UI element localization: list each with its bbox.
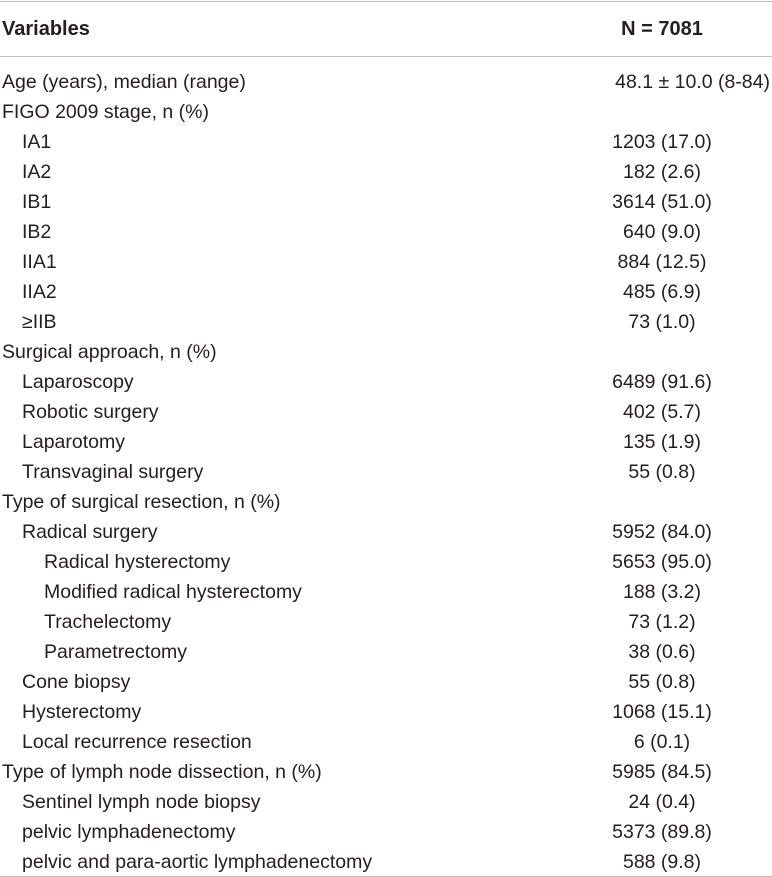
row-value: 402 (5.7) bbox=[622, 400, 702, 423]
row-label: Age (years), median (range) bbox=[2, 70, 246, 93]
row-label: IA2 bbox=[22, 160, 52, 183]
table-body bbox=[0, 67, 772, 877]
table-row bbox=[0, 217, 772, 247]
row-value: 5373 (89.8) bbox=[612, 820, 712, 843]
row-label: Laparotomy bbox=[22, 430, 125, 453]
row-value: 38 (0.6) bbox=[628, 640, 696, 663]
row-label: Type of lymph node dissection, n (%) bbox=[2, 760, 322, 783]
row-label: Surgical approach, n (%) bbox=[2, 340, 217, 363]
table-row bbox=[0, 667, 772, 697]
table-row bbox=[0, 847, 772, 877]
row-label: IB2 bbox=[22, 220, 52, 243]
row-value: 5985 (84.5) bbox=[612, 760, 712, 783]
table-row bbox=[0, 547, 772, 577]
row-label: ≥IIB bbox=[22, 310, 57, 333]
row-label: Sentinel lymph node biopsy bbox=[22, 790, 261, 813]
table-header-rule bbox=[0, 56, 772, 57]
row-label: Local recurrence resection bbox=[22, 730, 252, 753]
row-value: 182 (2.6) bbox=[622, 160, 702, 183]
table-row bbox=[0, 397, 772, 427]
row-value: 73 (1.0) bbox=[628, 310, 696, 333]
table-row bbox=[0, 457, 772, 487]
row-value: 1068 (15.1) bbox=[612, 700, 712, 723]
table-row bbox=[0, 367, 772, 397]
table-row bbox=[0, 427, 772, 457]
table-row bbox=[0, 307, 772, 337]
table-row bbox=[0, 787, 772, 817]
table-row bbox=[0, 247, 772, 277]
header-variables: Variables bbox=[2, 17, 90, 40]
row-label: Parametrectomy bbox=[44, 640, 188, 663]
header-n-total: N = 7081 bbox=[621, 17, 703, 40]
row-label: IA1 bbox=[22, 130, 52, 153]
row-value: 188 (3.2) bbox=[622, 580, 702, 603]
row-value: 6 (0.1) bbox=[633, 730, 691, 753]
table-header-row bbox=[0, 2, 772, 56]
row-value: 588 (9.8) bbox=[622, 850, 702, 873]
row-label: Cone biopsy bbox=[22, 670, 131, 693]
row-label: Trachelectomy bbox=[44, 610, 172, 633]
row-value: 5653 (95.0) bbox=[612, 550, 712, 573]
row-label: IB1 bbox=[22, 190, 52, 213]
table-row bbox=[0, 697, 772, 727]
table-row bbox=[0, 817, 772, 847]
row-value: 5952 (84.0) bbox=[612, 520, 712, 543]
table-row bbox=[0, 127, 772, 157]
table-row bbox=[0, 727, 772, 757]
table-row-figo-stage bbox=[0, 97, 772, 127]
row-label: Laparoscopy bbox=[22, 370, 134, 393]
row-value: 24 (0.4) bbox=[628, 790, 696, 813]
table-row bbox=[0, 277, 772, 307]
row-label: IIA1 bbox=[22, 250, 57, 273]
table-row bbox=[0, 517, 772, 547]
table-row bbox=[0, 607, 772, 637]
row-label: Type of surgical resection, n (%) bbox=[2, 490, 281, 513]
row-label: pelvic lymphadenectomy bbox=[22, 820, 236, 843]
row-value: 73 (1.2) bbox=[628, 610, 696, 633]
row-value: 135 (1.9) bbox=[622, 430, 702, 453]
row-value: 1203 (17.0) bbox=[612, 130, 712, 153]
row-label: Hysterectomy bbox=[22, 700, 142, 723]
row-value: 6489 (91.6) bbox=[612, 370, 712, 393]
row-label: Radical hysterectomy bbox=[44, 550, 231, 573]
table-row bbox=[0, 187, 772, 217]
row-label: pelvic and para-aortic lymphadenectomy bbox=[22, 850, 373, 873]
row-value: 485 (6.9) bbox=[622, 280, 702, 303]
table-row-age bbox=[0, 67, 772, 97]
table-row-surgical-resection bbox=[0, 487, 772, 517]
table-row bbox=[0, 637, 772, 667]
row-label: FIGO 2009 stage, n (%) bbox=[2, 100, 210, 123]
row-value: 3614 (51.0) bbox=[612, 190, 712, 213]
row-label: Transvaginal surgery bbox=[22, 460, 204, 483]
row-label: Robotic surgery bbox=[22, 400, 159, 423]
row-label: IIA2 bbox=[22, 280, 57, 303]
table-row bbox=[0, 157, 772, 187]
row-value: 884 (12.5) bbox=[617, 250, 707, 273]
table-row-surgical-approach bbox=[0, 337, 772, 367]
row-value: 640 (9.0) bbox=[622, 220, 702, 243]
row-label: Radical surgery bbox=[22, 520, 158, 543]
row-value: 48.1 ± 10.0 (8-84) bbox=[615, 70, 770, 93]
table-row-lymph-node-dissection bbox=[0, 757, 772, 787]
table-row bbox=[0, 577, 772, 607]
row-value: 55 (0.8) bbox=[628, 460, 696, 483]
row-label: Modified radical hysterectomy bbox=[44, 580, 302, 603]
row-value: 55 (0.8) bbox=[628, 670, 696, 693]
